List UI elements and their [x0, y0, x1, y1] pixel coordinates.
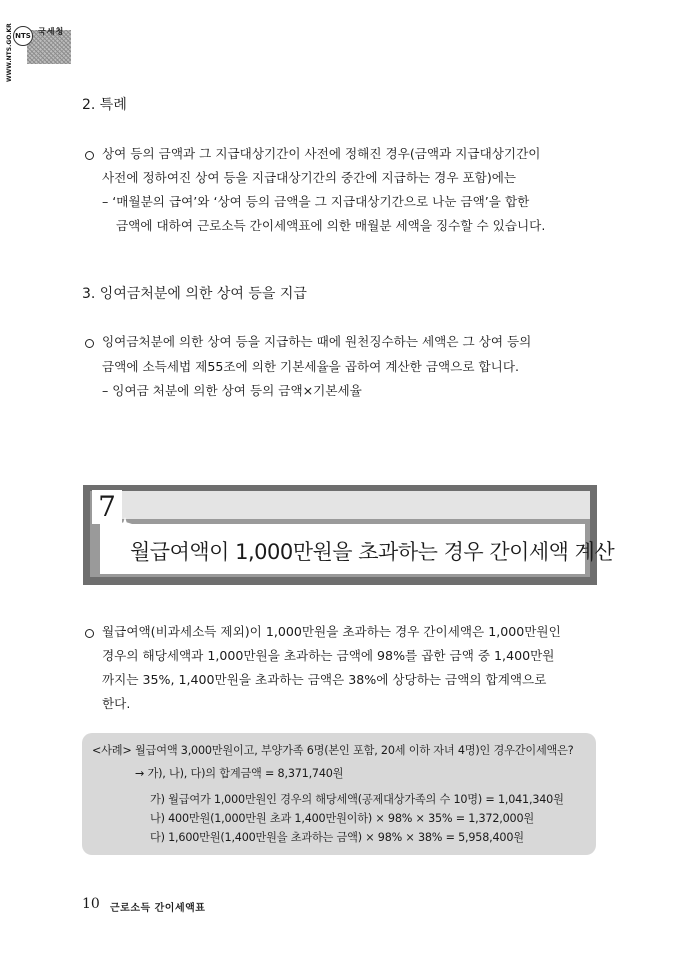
- chapter-header-strip: [122, 491, 590, 519]
- nts-logo-icon: NTS: [13, 26, 33, 46]
- section-7-line-2: 경우의 해당세액과 1,000만원을 초과하는 금액에 98%를 곱한 금액 중 1,400만원: [102, 648, 555, 663]
- circle-bullet-icon: [85, 629, 94, 638]
- example-question: 월급여액 3,000만원이고, 부양가족 6명(본인 포함, 20세 이하 자녀 4명)인 경우간이세액은?: [135, 744, 574, 757]
- example-label: <사례>: [92, 744, 132, 757]
- logo-name: 국세청: [38, 27, 65, 36]
- section-3-heading: 3. 잉여금처분에 의한 상여 등을 지급: [82, 286, 307, 302]
- section-2-line-3: – ‘매월분의 급여’와 ‘상여 등의 금액을 그 지급대상기간으로 나눈 금액’을 합한: [102, 194, 530, 209]
- logo-url: WWW.NTS.GO.KR: [6, 23, 13, 82]
- section-2-line-4: 금액에 대하여 근로소득 간이세액표에 의한 매월분 세액을 징수할 수 있습니다.: [116, 218, 546, 233]
- section-3-line-2: 금액에 소득세법 제55조에 의한 기본세율을 곱하여 계산한 금액으로 합니다.: [102, 359, 520, 374]
- footer-title: 근로소득 간이세액표: [110, 903, 206, 914]
- section-7-line-3: 까지는 35%, 1,400만원을 초과하는 금액은 38%에 상당하는 금액의 합계액으로: [102, 672, 547, 687]
- section-2-line-1: 상여 등의 금액과 그 지급대상기간이 사전에 정해진 경우(금액과 지급대상기간이: [102, 146, 541, 161]
- section-7-line-1: 월급여액(비과세소득 제외)이 1,000만원을 초과하는 경우 간이세액은 1,000만원인: [102, 624, 561, 639]
- section-2-heading: 2. 특례: [82, 97, 127, 113]
- example-answer: → 가), 나), 다)의 합계금액 = 8,371,740원: [135, 767, 344, 780]
- page-number: 10: [82, 896, 100, 912]
- example-item-b: 나) 400만원(1,000만원 초과 1,400만원이하) × 98% × 35% = 1,372,000원: [150, 812, 534, 825]
- chapter-number: 7: [92, 490, 122, 524]
- chapter-title: 월급여액이 1,000만원을 초과하는 경우 간이세액 계산: [130, 540, 615, 564]
- circle-bullet-icon: [85, 151, 94, 160]
- example-item-c: 다) 1,600만원(1,400만원을 초과하는 금액) × 98% × 38% = 5,958,400원: [150, 831, 524, 844]
- example-item-a: 가) 월급여가 1,000만원인 경우의 해당세액(공제대상가족의 수 10명) = 1,041,340원: [150, 793, 564, 806]
- circle-bullet-icon: [85, 339, 94, 348]
- section-2-line-2: 사전에 정하여진 상여 등을 지급대상기간의 중간에 지급하는 경우 포함)에는: [102, 170, 517, 185]
- section-7-line-4: 한다.: [102, 696, 131, 711]
- section-3-line-3: – 잉여금 처분에 의한 상여 등의 금액×기본세율: [102, 383, 362, 398]
- section-3-line-1: 잉여금처분에 의한 상여 등을 지급하는 때에 원천징수하는 세액은 그 상여 등의: [102, 334, 532, 349]
